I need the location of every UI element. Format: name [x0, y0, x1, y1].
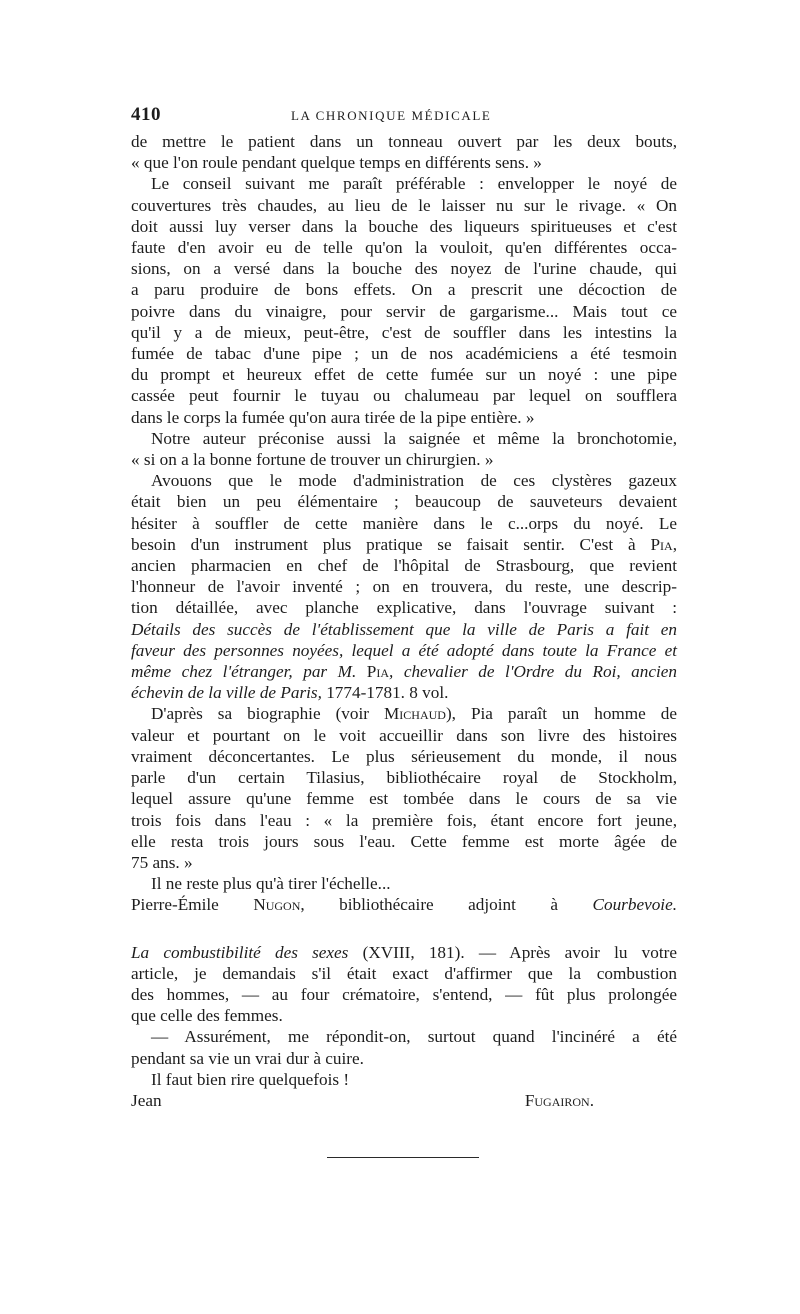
text-line: faute d'en avoir eu de telle qu'on la vouloit, qu'en différentes occa- — [131, 238, 677, 258]
text-line: cassée peut fournir le tuyau ou chalumeau par lequel on soufflera — [131, 386, 677, 406]
text-line: vraiment déconcertantes. Le plus sérieusement du monde, il nous — [131, 746, 677, 766]
body-text — [131, 131, 677, 1111]
text-line: était bien un peu élémentaire ; beaucoup de sauveteurs devaient — [131, 492, 677, 512]
text-line: lequel assure qu'une femme est tombée dans le cours de sa vie — [131, 789, 677, 809]
text-line: couvertures très chaudes, au lieu de le laisser nu sur le rivage. « On — [131, 195, 677, 215]
running-title: LA CHRONIQUE MÉDICALE — [291, 108, 492, 123]
text-line: des hommes, — au four crématoire, s'entend, — fût plus prolongée — [131, 984, 677, 1004]
text-line: article, je demandais s'il était exact d'affirmer que la combustion — [131, 963, 677, 983]
text-line: doit aussi luy verser dans la bouche des liqueurs spiritueuses et c'est — [131, 216, 677, 236]
text-line: tion détaillée, avec planche explicative, dans l'ouvrage suivant : — [131, 598, 677, 618]
book-title-line: faveur des personnes noyées, lequel a été adopté dans toute la France et — [131, 640, 677, 660]
author-name-pia: Pia — [366, 662, 390, 682]
signature-role: , bibliothécaire adjoint à — [300, 895, 559, 915]
text-line: « que l'on roule pendant quelque temps en différents sens. » — [131, 153, 542, 173]
section-gap — [131, 916, 677, 942]
article-title: La combustibilité des sexes — [131, 942, 349, 962]
text-line: Avouons que le mode d'administration de ces clystères gazeux — [151, 471, 677, 491]
text-line: trois fois dans l'eau : « la première fois, étant encore fort jeune, — [131, 810, 677, 830]
text-line: Il faut bien rire quelquefois ! — [151, 1069, 350, 1089]
text-line: poivre dans du vinaigre, pour servir de gargarisme... Mais tout ce — [131, 301, 677, 321]
author-name-pia: Pia, — [650, 534, 677, 554]
text-line — [131, 942, 677, 963]
signature — [131, 1090, 677, 1111]
text-segment: D'après sa biographie (voir — [151, 704, 369, 724]
publication-dates: 1774-1781. 8 vol. — [326, 683, 449, 703]
text-line: Il ne reste plus qu'à tirer l'échelle... — [151, 874, 391, 894]
book-title-line — [131, 661, 677, 682]
text-segment: même chez l'étranger, par M. — [131, 662, 357, 682]
text-line: Notre auteur préconise aussi la saignée et même la bronchotomie, — [151, 428, 677, 448]
text-line — [131, 534, 677, 555]
book-title-segment: échevin de la ville de Paris, — [131, 683, 322, 703]
signature — [131, 894, 677, 915]
signature-surname: Nugon — [253, 895, 301, 915]
signature-first-name: Pierre-Émile — [131, 895, 219, 915]
signature-surname: Fugairon. — [524, 1090, 594, 1110]
text-line: hésiter à souffler de cette manière dans le c...orps du noyé. Le — [131, 513, 677, 533]
text-segment: ), Pia paraît un homme de — [445, 704, 678, 724]
text-line: parle d'un certain Tilasius, bibliothécaire royal de Stockholm, — [131, 768, 677, 788]
reference-michaud: Michaud — [384, 704, 446, 724]
text-line: valeur et pourtant on le voit accueillir dans son livre des histoires — [131, 725, 677, 745]
signature-first-name: Jean — [131, 1090, 162, 1110]
running-header — [131, 104, 677, 128]
text-line: qu'il y a de mieux, peut-être, c'est de souffler dans les intestins la — [131, 322, 677, 342]
text-line — [131, 682, 677, 703]
text-line — [131, 703, 677, 724]
text-line: que celle des femmes. — [131, 1006, 283, 1026]
signature-place: Courbevoie. — [592, 895, 678, 915]
text-line: — Assurément, me répondit-on, surtout quand l'incinéré a été — [151, 1027, 677, 1047]
text-line: Le conseil suivant me paraît préférable : envelopper le noyé de — [151, 174, 677, 194]
article-reference: (XVIII, 181). — Après avoir lu votre — [362, 942, 677, 962]
page-number: 410 — [131, 104, 161, 125]
text-line: pendant sa vie un vrai dur à cuire. — [131, 1048, 364, 1068]
text-line: a paru produire de bons effets. On a prescrit une décoction de — [131, 280, 677, 300]
text-line: 75 ans. » — [131, 852, 193, 872]
text-line: du prompt et heureux effet de cette fumée sur un noyé : une pipe — [131, 365, 677, 385]
text-segment: , chevalier de l'Ordre du Roi, ancien — [389, 662, 677, 682]
book-title-line: Détails des succès de l'établissement que la ville de Paris a fait en — [131, 619, 677, 639]
text-line: fumée de tabac d'une pipe ; un de nos académiciens a été tesmoin — [131, 344, 677, 364]
text-line: dans le corps la fumée qu'on aura tirée de la pipe entière. » — [131, 407, 535, 427]
text-line: elle resta trois jours sous l'eau. Cette femme est morte âgée de — [131, 831, 677, 851]
text-line: ancien pharmacien en chef de l'hôpital de Strasbourg, que revient — [131, 556, 677, 576]
text-line: de mettre le patient dans un tonneau ouvert par les deux bouts, — [131, 132, 677, 151]
text-line: l'honneur de l'avoir inventé ; on en trouvera, du reste, une descrip- — [131, 577, 677, 597]
end-rule — [327, 1157, 479, 1158]
text-line: sions, on a versé dans la bouche des noyez de l'urine chaude, qui — [131, 259, 677, 279]
text-line: « si on a la bonne fortune de trouver un chirurgien. » — [131, 450, 494, 470]
text-segment: besoin d'un instrument plus pratique se faisait sentir. C'est à — [131, 534, 636, 554]
